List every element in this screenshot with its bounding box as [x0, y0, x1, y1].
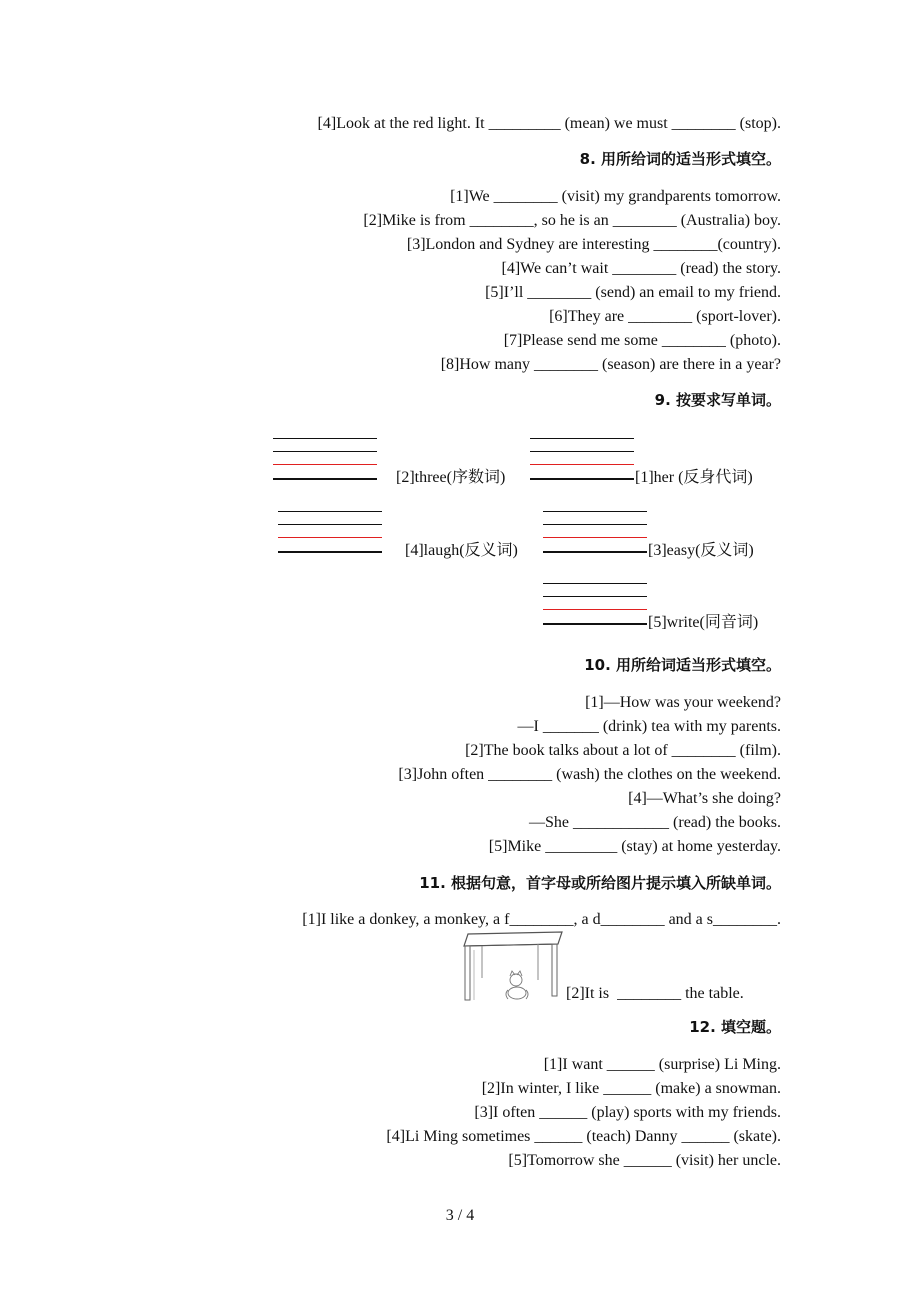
writing-lines: [273, 438, 377, 482]
writing-lines: [530, 438, 634, 482]
section-10-title: 10. 用所给词适当形式填空。: [584, 656, 781, 674]
question-text: [5]I’ll ________ (send) an email to my friend.: [485, 284, 781, 301]
question-text: [1]I like a donkey, a monkey, a f________, a d________ and a s________.: [302, 911, 781, 928]
question-text: [2]In winter, I like ______ (make) a snowman.: [481, 1080, 781, 1097]
question-text: [3]John often ________ (wash) the clothes on the weekend.: [398, 766, 781, 783]
cat-under-table: [506, 971, 528, 999]
table-picture: [462, 930, 566, 1002]
question-text: —She ____________ (read) the books.: [529, 814, 781, 831]
writing-lines: [543, 511, 647, 555]
question-text: [3]London and Sydney are interesting ________(country).: [406, 236, 781, 253]
writing-lines: [543, 583, 647, 627]
writing-lines: [278, 511, 382, 555]
question-text: [1]We ________ (visit) my grandparents tomorrow.: [450, 188, 781, 205]
question-text: [1]I want ______ (surprise) Li Ming.: [543, 1056, 781, 1073]
question-text: [2]The book talks about a lot of ________ (film).: [465, 742, 781, 759]
question-text: —I _______ (drink) tea with my parents.: [517, 718, 781, 735]
question-text: [6]They are ________ (sport-lover).: [549, 308, 781, 325]
section-11-title: 11. 根据句意，首字母或所给图片提示填入所缺单词。: [419, 874, 781, 892]
question-text: [4]Look at the red light. It _________ (mean) we must ________ (stop).: [317, 115, 781, 132]
question-text: [4]—What’s she doing?: [628, 790, 781, 807]
section-8-title: 8. 用所给词的适当形式填空。: [579, 150, 781, 168]
question-text: [8]How many ________ (season) are there in a year?: [440, 356, 781, 373]
word-prompt: [5]write(同音词): [648, 614, 759, 631]
question-text: [2]Mike is from ________, so he is an ________ (Australia) boy.: [363, 212, 781, 229]
question-text: [5]Mike _________ (stay) at home yesterday.: [488, 838, 781, 855]
question-text: [2]It is ________ the table.: [566, 985, 744, 1002]
section-12-title: 12. 填空题。: [689, 1018, 781, 1036]
question-text: [5]Tomorrow she ______ (visit) her uncle.: [508, 1152, 781, 1169]
word-prompt: [2]three(序数词): [396, 469, 506, 486]
word-prompt: [4]laugh(反义词): [405, 542, 518, 559]
word-prompt: [1]her (反身代词): [635, 469, 753, 486]
question-text: [3]I often ______ (play) sports with my friends.: [474, 1104, 781, 1121]
question-text: [4]We can’t wait ________ (read) the story.: [501, 260, 781, 277]
page-number: 3 / 4: [445, 1207, 475, 1224]
question-text: [7]Please send me some ________ (photo).: [503, 332, 781, 349]
word-prompt: [3]easy(反义词): [648, 542, 754, 559]
section-9-title: 9. 按要求写单词。: [654, 391, 781, 409]
question-text: [4]Li Ming sometimes ______ (teach) Danny ______ (skate).: [386, 1128, 781, 1145]
question-text: [1]—How was your weekend?: [585, 694, 781, 711]
